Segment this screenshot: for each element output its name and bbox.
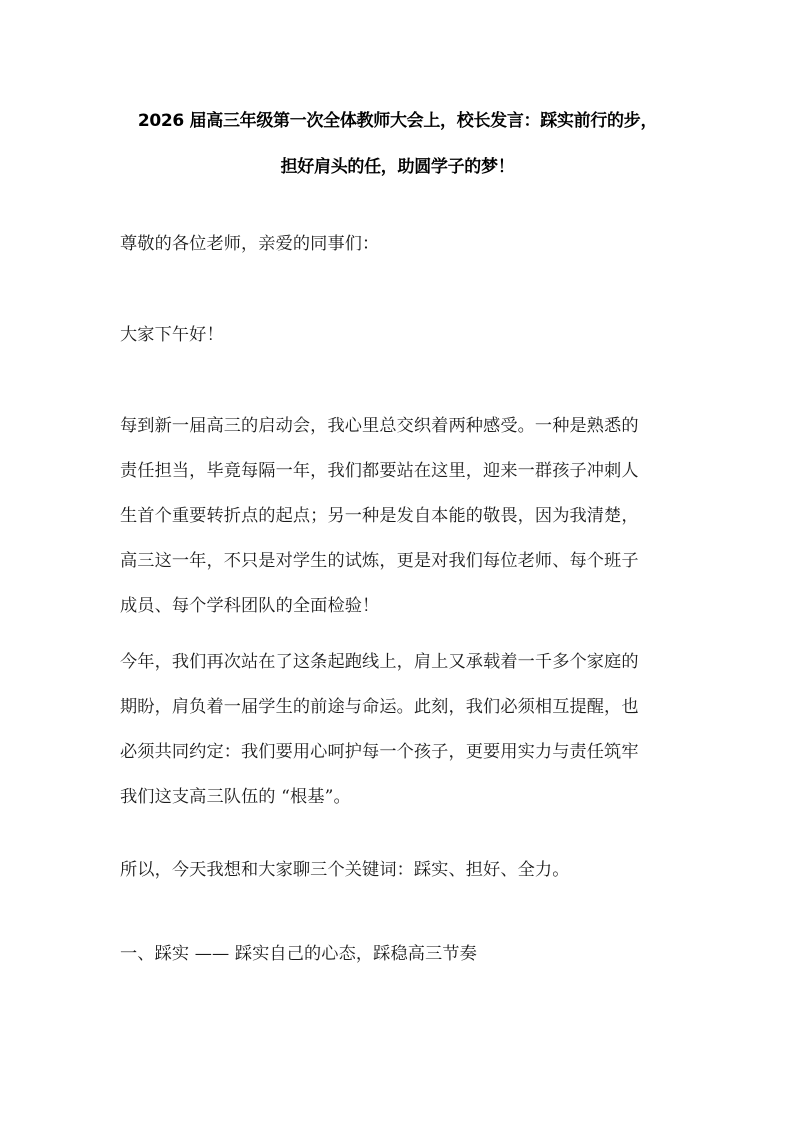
document-title-line-1: 2026 届高三年级第一次全体教师大会上，校长发言：踩实前行的步， [137,111,658,131]
paragraph-line: 今年，我们再次站在了这条起跑线上，肩上又承载着一千多个家庭的 [120,652,639,672]
paragraph-line: 必须共同约定：我们要用心呵护每一个孩子，更要用实力与责任筑牢 [120,742,639,762]
salutation: 大家下午好！ [120,325,224,345]
paragraph-line: 责任担当，毕竟每隔一年，我们都要站在这里，迎来一群孩子冲刺人 [120,461,639,481]
section-heading: 一、踩实 —— 踩实自己的心态，踩稳高三节奏 [120,944,477,964]
paragraph-line: 生首个重要转折点的起点；另一种是发自本能的敬畏，因为我清楚， [120,506,639,526]
paragraph-line: 高三这一年，不只是对学生的试炼，更是对我们每位老师、每个班子 [120,551,639,571]
paragraph-line: 我们这支高三队伍的 “根基”。 [120,787,351,807]
paragraph-line: 期盼，肩负着一届学生的前途与命运。此刻，我们必须相互提醒，也 [120,697,639,717]
paragraph-line: 每到新一届高三的启动会，我心里总交织着两种感受。一种是熟悉的 [120,416,639,436]
greeting: 尊敬的各位老师，亲爱的同事们： [120,234,380,254]
paragraph-line: 所以，今天我想和大家聊三个关键词：踩实、担好、全力。 [120,860,570,880]
paragraph-line: 成员、每个学科团队的全面检验！ [120,596,380,616]
document-title-line-2: 担好肩头的任，助圆学子的梦！ [280,157,515,177]
